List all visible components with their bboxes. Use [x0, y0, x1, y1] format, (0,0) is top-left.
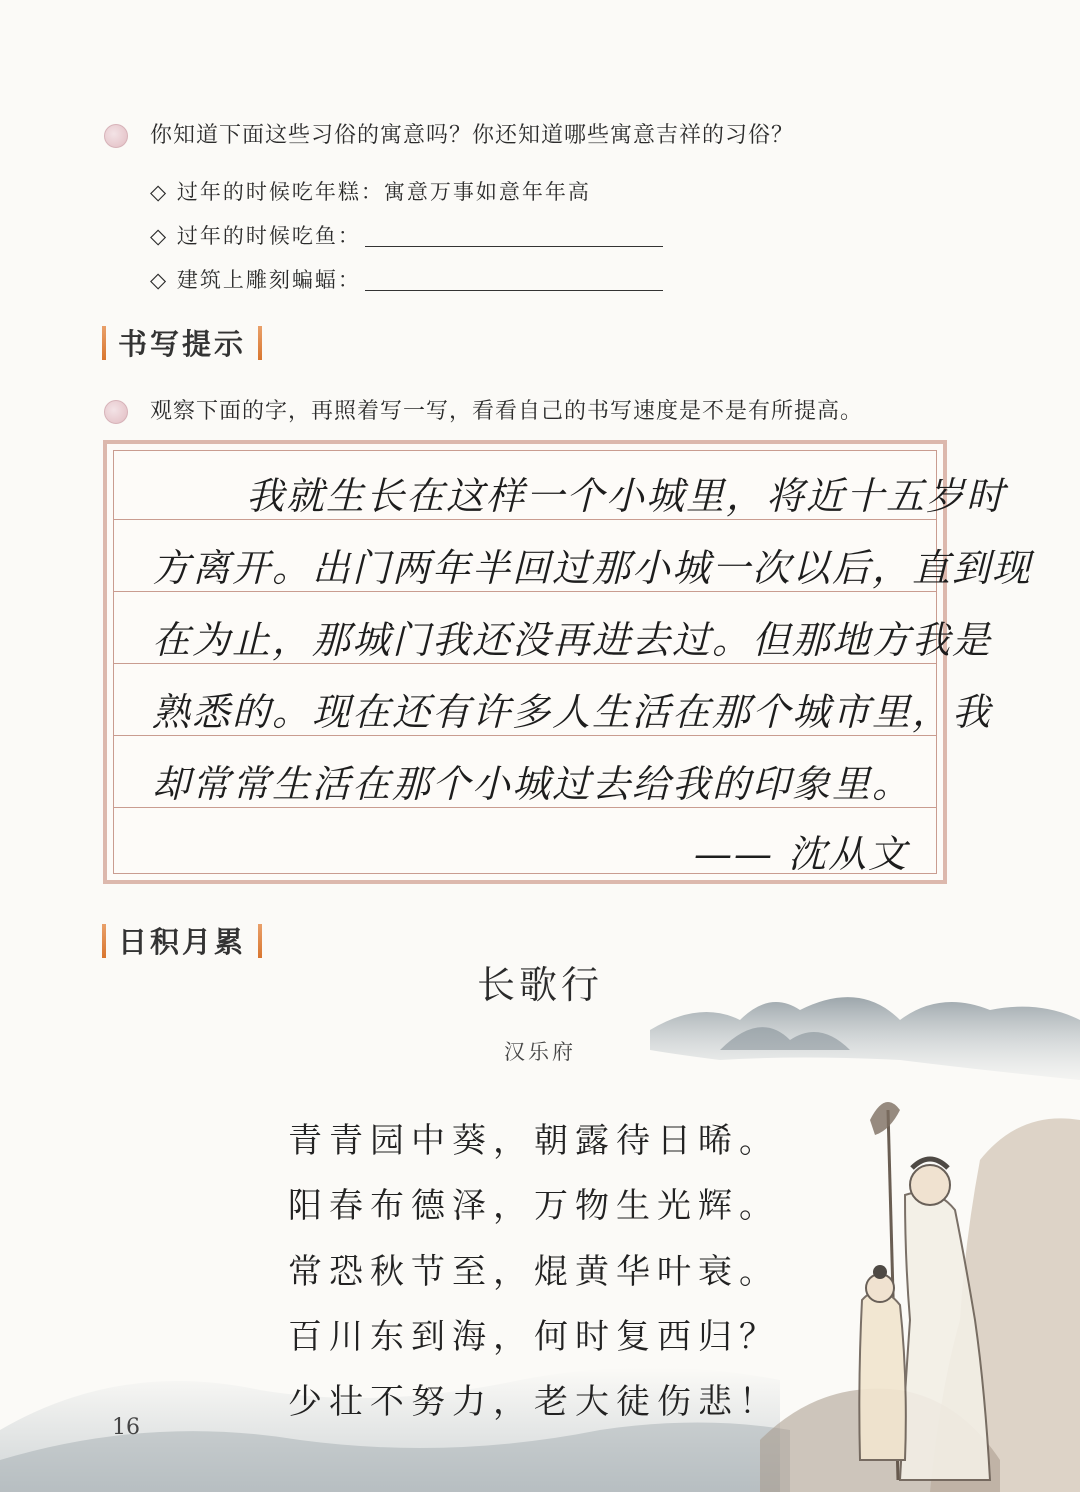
handwriting-line: 却常常生活在那个小城过去给我的印象里。	[152, 762, 913, 806]
section-bar-right	[258, 924, 262, 958]
bullet-item-bat	[150, 264, 663, 294]
question-marker-icon	[104, 124, 128, 148]
bullet-text: ◇ 过年的时候吃鱼：	[150, 224, 361, 248]
poem-line: 阳春布德泽，万物生光辉。	[288, 1186, 780, 1226]
bullet-text: ◇ 过年的时候吃年糕：寓意万事如意年年高	[150, 180, 591, 204]
section-bar-right	[258, 326, 262, 360]
poem-line: 常恐秋节至，焜黄华叶衰。	[288, 1252, 780, 1292]
handwriting-line: 熟悉的。现在还有许多人生活在那个城市里，我	[152, 690, 993, 734]
bullet-item-niangao	[150, 176, 591, 206]
page-number: 16	[112, 1415, 140, 1440]
handwriting-line: 在为止，那城门我还没再进去过。但那地方我是	[152, 618, 993, 662]
poem-author: 汉乐府	[504, 1040, 576, 1064]
handwriting-attribution: —— 沈从文	[694, 832, 909, 876]
bullet-text: ◇ 建筑上雕刻蝙蝠：	[150, 268, 361, 292]
poem-title: 长歌行	[476, 963, 603, 1007]
section-title: 日积月累	[118, 925, 247, 959]
answer-blank-bat[interactable]	[365, 272, 663, 291]
poem-line: 少壮不努力，老大徒伤悲！	[288, 1382, 780, 1422]
poem-line: 青青园中葵，朝露待日晞。	[288, 1121, 780, 1161]
question-marker-icon	[104, 400, 128, 424]
answer-blank-fish[interactable]	[365, 228, 663, 247]
handwriting-copy-box	[103, 440, 1033, 884]
bullet-item-fish	[150, 220, 663, 250]
handwriting-line: 方离开。出门两年半回过那小城一次以后，直到现	[152, 546, 1033, 590]
section-heading-writing	[102, 322, 262, 363]
section-bar-left	[102, 326, 106, 360]
handwriting-line: 我就生长在这样一个小城里，将近十五岁时	[246, 474, 1007, 518]
question-b-text: 观察下面的字，再照着写一写，看看自己的书写速度是不是有所提高。	[150, 399, 864, 424]
question-a-text: 你知道下面这些习俗的寓意吗？你还知道哪些寓意吉祥的习俗？	[150, 123, 795, 148]
section-bar-left	[102, 924, 106, 958]
section-title: 书写提示	[118, 327, 247, 361]
copy-box-inner-frame	[113, 450, 1033, 876]
poem-line: 百川东到海，何时复西归？	[288, 1317, 780, 1357]
